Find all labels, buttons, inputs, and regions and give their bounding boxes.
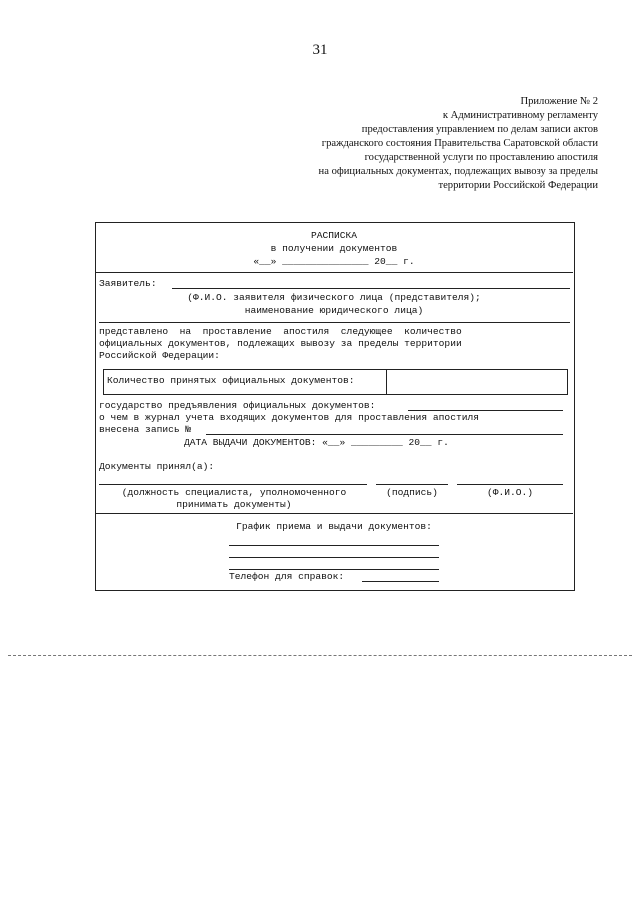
journal-text-1: о чем в журнал учета входящих документов для проставления апостиля [99,412,479,423]
form-title: РАСПИСКА [310,230,358,241]
count-divider [386,369,387,395]
section-divider [95,272,573,273]
submitted-text-2: официальных документов, подлежащих вывозу за пределы территории [99,338,462,349]
appendix-line-4: гражданского состояния Правительства Саратовской области [321,138,598,149]
accepted-label: Документы принял(а): [99,461,215,472]
position-field[interactable] [99,484,367,485]
submitted-text-3: Российской Федерации: [99,350,220,361]
country-label: государство предъявления официальных документов: [99,400,376,411]
page-bottom-rule [8,655,632,656]
appendix-line-6: на официальных документах, подлежащих вывозу за пределы [318,166,598,177]
applicant-field[interactable] [172,288,570,289]
signature-hint: (подпись) [386,487,438,498]
appendix-line-3: предоставления управлением по делам записи актов [361,124,598,135]
position-hint-2: принимать документы) [176,499,292,510]
position-hint-1: (должность специалиста, уполномоченного [121,487,347,498]
journal-text-2: внесена запись № [99,424,192,435]
appendix-line-7: территории Российской Федерации [438,180,598,191]
applicant-hint-1: (Ф.И.О. заявителя физического лица (представителя); [187,292,481,303]
submitted-text-1: представлено на проставление апостиля следующее количество [99,326,462,337]
form-date-line: «__» _______________ 20__ г. [253,256,415,267]
fio-field[interactable] [457,484,563,485]
phone-label: Телефон для справок: [229,571,345,582]
appendix-line-1: Приложение № 2 [520,96,598,107]
applicant-label: Заявитель: [99,278,157,289]
form-subtitle: в получении документов [270,243,398,254]
fio-hint: (Ф.И.О.) [486,487,534,498]
count-field[interactable] [390,372,564,392]
journal-number-field[interactable] [206,434,563,435]
schedule-field-3[interactable] [229,569,439,570]
page-number: 31 [312,42,328,58]
country-field[interactable] [408,410,563,411]
applicant-hint-2: наименование юридического лица) [244,305,424,316]
schedule-label: График приема и выдачи документов: [236,521,432,532]
count-label: Количество принятых официальных документов: [107,375,355,386]
section-divider [95,513,573,514]
applicant-field-2[interactable] [99,322,570,323]
appendix-line-2: к Административному регламенту [442,110,598,121]
signature-field[interactable] [376,484,448,485]
schedule-field-2[interactable] [229,557,439,558]
appendix-line-5: государственной услуги по проставлению апостиля [364,152,598,163]
phone-field[interactable] [362,581,439,582]
schedule-field-1[interactable] [229,545,439,546]
issue-date: ДАТА ВЫДАЧИ ДОКУМЕНТОВ: «__» _________ 20__ г. [184,437,449,448]
